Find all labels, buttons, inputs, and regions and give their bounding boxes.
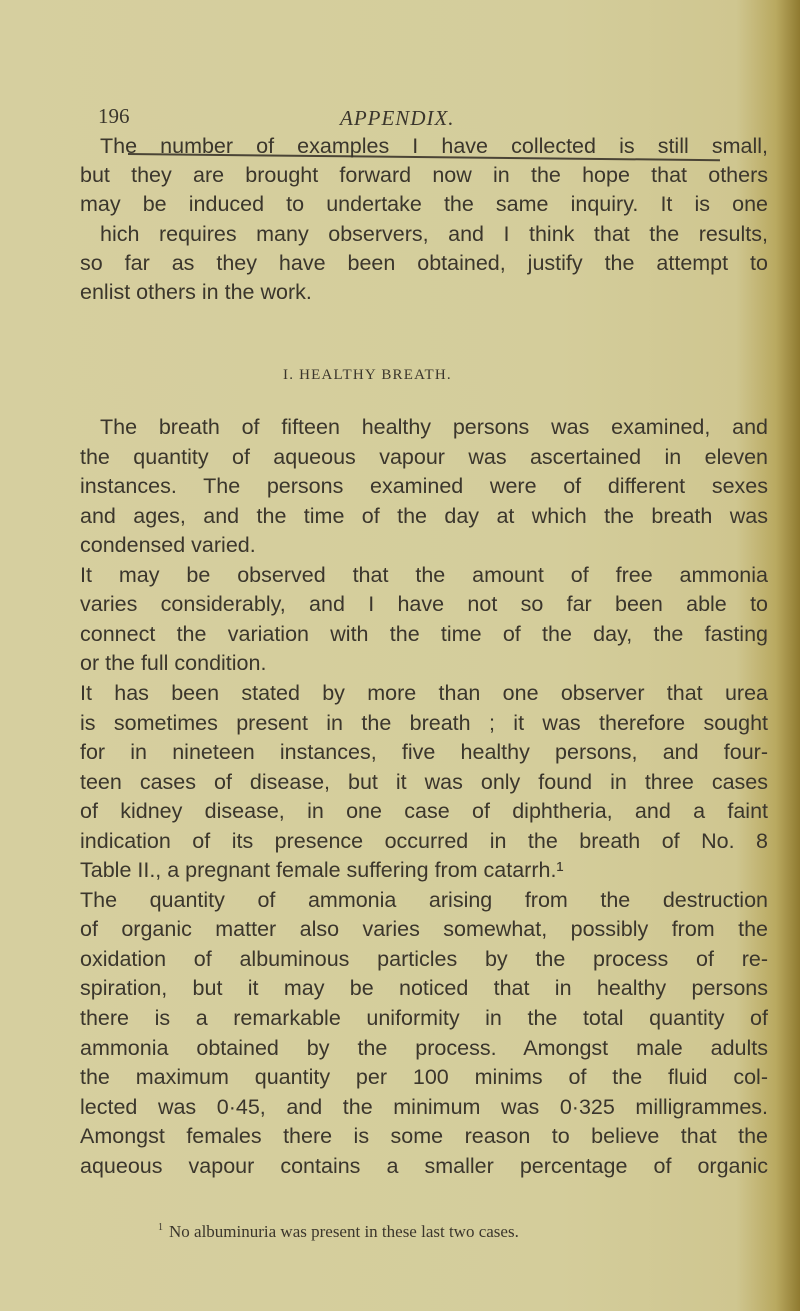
text-line: for in nineteen instances, five healthy persons, and four- [80,740,768,765]
text-line: and ages, and the time of the day at which the breath was [80,503,768,528]
text-line: indication of its presence occurred in the breath of No. 8 [80,828,768,853]
text-line: there is a remarkable uniformity in the total quantity of [80,1006,768,1030]
text-line: is sometimes present in the breath ; it was therefore sought [80,710,768,735]
text-line: enlist others in the work. [80,280,312,304]
text-line: the quantity of aqueous vapour was ascertained in eleven [80,444,768,469]
text-line: aqueous vapour contains a smaller percentage of organic [80,1153,768,1178]
text-line: varies considerably, and I have not so far been able to [80,592,768,617]
text-line: It has been stated by more than one observer that urea [80,680,768,705]
footnote [158,1222,519,1242]
running-title: APPENDIX. [340,106,455,130]
text-line: of organic matter also varies somewhat, possibly from the [80,917,768,942]
text-line: may be induced to undertake the same inquiry. It is one [80,192,768,217]
text-line: lected was 0·45, and the minimum was 0·325 milligrammes. [80,1094,768,1119]
text-line: but they are brought forward now in the hope that others [80,163,768,188]
text-line: The number of examples I have collected is still small, [100,134,768,158]
text-line: teen cases of disease, but it was only found in three cases [80,769,768,794]
text-line: The breath of fifteen healthy persons was examined, and [100,415,768,439]
text-line: Amongst females there is some reason to believe that the [80,1124,768,1149]
footnote-marker: 1 [158,1222,163,1234]
text-line: so far as they have been obtained, justify the attempt to [80,250,768,275]
text-line: the maximum quantity per 100 minims of the fluid col- [80,1065,768,1090]
text-line: of kidney disease, in one case of diphtheria, and a faint [80,799,768,824]
text-line: instances. The persons examined were of different sexes [80,474,768,499]
text-line: It may be observed that the amount of free ammonia [80,562,768,587]
page-number: 196 [98,104,130,128]
text-line: ammonia obtained by the process. Amongst male adults [80,1035,768,1060]
footnote-text: No albuminuria was present in these last two cases. [169,1222,519,1241]
text-line: condensed varied. [80,533,256,558]
text-line: spiration, but it may be noticed that in healthy persons [80,976,768,1001]
text-line: hich requires many observers, and I think that the results, [100,221,768,246]
text-line: oxidation of albuminous particles by the process of re- [80,946,768,971]
text-line: connect the variation with the time of the day, the fasting [80,621,768,646]
text-line: or the full condition. [80,651,267,676]
text-line: The quantity of ammonia arising from the destruction [80,887,768,912]
section-heading: I. HEALTHY BREATH. [283,367,452,383]
text-line: Table II., a pregnant female suffering from catarrh.¹ [80,858,564,883]
